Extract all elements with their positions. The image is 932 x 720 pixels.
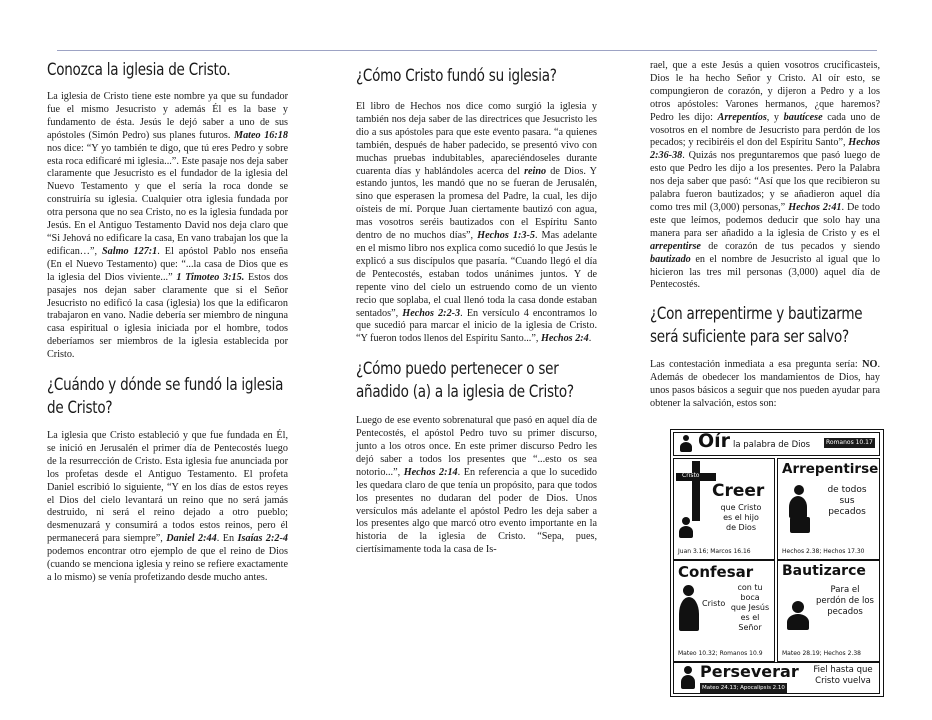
heading-como-pertenecer: ¿Cómo puedo pertenecer o ser añadido (a) a la iglesia de Cristo? xyxy=(356,359,574,402)
arrepentirse-subtitle: de todos sus pecados xyxy=(827,485,867,517)
person-icon xyxy=(786,601,810,631)
oir-subtitle: la palabra de Dios xyxy=(733,440,811,450)
salvation-steps-infographic xyxy=(670,429,884,697)
step-perseverar xyxy=(673,662,880,694)
perseverar-title: Perseverar xyxy=(700,662,799,681)
arrepentirse-reference: Hechos 2.38; Hechos 17.30 xyxy=(782,548,865,555)
heading-como-fundo: ¿Cómo Cristo fundó su iglesia? xyxy=(356,66,557,85)
column-3 xyxy=(650,60,880,411)
step-oir xyxy=(673,432,880,456)
heading-arrepentirme: ¿Con arrepentirme y bautizarme será suficiente para ser salvo? xyxy=(650,304,863,347)
arrepentirse-title: Arrepentirse xyxy=(782,461,879,477)
paragraph-continuacion: rael, que a este Jesús a quien vosotros crucificasteis, Dios le ha hecho Señor y Cristo. Al oír esto, se compungieron de corazón, y dijeron a Pedro y a los otros apóstoles: Varones hermanos, ¿que haremos? Pedro les dijo: Arrepentíos, y bautícese cada uno de vosotros en el nombre de Jesucristo para perdón de los pecados; y recibiréis el don del Espíritu Santo”, Hechos 2:36-38. Quizás nos preguntaremos que pasó luego de esto que Pedro les dijo a los presentes. Pero la Palabra nos deja saber que pasó: “Así que los que recibieron su palabra fueron bautizados; y se añadieron aquel día como tres mil (3,000) personas,” Hechos 2:41. De todo este que leímos, podemos deducir que solo hay una manera para ser añadido a la iglesia de Cristo y es el arrepentirse de corazón de tus pecados y siendo bautizado en el nombre de Jesucristo al igual que lo hicieron las tres mil personas (3,000) aquel día de Pentecostés. xyxy=(650,60,881,291)
confesar-cristo: Cristo xyxy=(702,599,726,608)
perseverar-reference: Mateo 24.13; Apocalipsis 2.10 xyxy=(702,685,785,691)
cross-label: Cristo xyxy=(682,472,700,479)
person-icon xyxy=(679,435,693,453)
heading-conozca: Conozca la iglesia de Cristo. xyxy=(47,60,231,79)
bautizarce-reference: Mateo 28.19; Hechos 2.38 xyxy=(782,650,861,657)
step-bautizarce xyxy=(777,560,880,662)
paragraph-como-fundo: El libro de Hechos nos dice como surgió la iglesia y también nos deja saber de las directrices que Jesucristo les dio a sus apóstoles para que este evento pasara. “a quienes también, después de haber padecido, se presentó vivo con muchas pruebas indubitables, apareciéndoseles durante cuarenta días y hablándoles acerca del reino de Dios. Y estando juntos, les mandó que no se fueran de Jerusalén, sino que esperasen la promesa del Padre, la cual, les dijo oísteis de mí. Porque Juan ciertamente bautizó con agua, mas vosotros seréis bautizados con el Espíritu Santo dentro de no muchos días”, Hechos 1:3-5. Mas adelante en el mismo libro nos explica como sucedió lo que Jesús le explicó a sus discípulos que pasaría. “Cuando llegó el día de Pentecostés, estaban todos unánimes juntos. Y de repente vino del cielo un estruendo como de un viento recio que soplaba, el cual llenó toda la casa donde estaban sentados”, Hechos 2:2-3. En versículo 4 encontramos lo que sucedió para marcar el inicio de la iglesia de Cristo. “Y fueron todos llenos del Espíritu Santo...”, Hechos 2:4. xyxy=(356,101,598,345)
perseverar-subtitle: Fiel hasta que Cristo vuelva xyxy=(813,665,873,686)
oir-title: Oír xyxy=(698,430,731,452)
paragraph-conozca: La iglesia de Cristo tiene este nombre ya que su fundador fue el mismo Jesucristo y además Él es la base y fundamento de ésta. Jesús le dejó saber a uno de sus apóstoles (Simón Pedro) sus planes futuros. Mateo 16:18 nos dice: “Y yo también te digo, que tú eres Pedro y sobre esta roca edificaré mi iglesia...”. Este pasaje nos deja saber claramente que Jesucristo es el fundador de la iglesia del Nuevo Testamento y que el sería la roca donde se construiría su iglesia. Cualquier otra iglesia fundada por otra persona que no sea Cristo, no es la iglesia fundada por Jesús. En el Antiguo Testamento David nos deja claro que “Si Jehová no edificare la casa, En vano trabajan los que la edifican…”, Salmo 127:1. El apóstol Pablo nos enseña (En el Nuevo Testamento) que: “...la casa de Dios que es la iglesia del Dios viviente...” 1 Timoteo 3:15. Estos dos pasajes nos dejan saber claramente que si el Señor Jesucristo no edificó la casa (iglesia) los que la edificaron trabajaron en vano. Nadie debería ser miembro de ninguna casa espiritual o iglesia iniciada por el hombre, todos deberíamos ser miembros de la iglesia establecida por Cristo. xyxy=(47,91,289,361)
person-icon xyxy=(680,666,696,690)
cross-icon xyxy=(692,461,700,521)
step-confesar xyxy=(673,560,775,662)
creer-title: Creer xyxy=(712,481,765,501)
confesar-title: Confesar xyxy=(678,563,754,581)
header-rule xyxy=(57,50,877,51)
bautizarce-title: Bautizarce xyxy=(782,563,866,579)
oir-reference: Romanos 10.17 xyxy=(826,439,873,446)
confesar-reference: Mateo 10.32; Romanos 10.9 xyxy=(678,650,763,657)
step-arrepentirse xyxy=(777,458,880,560)
creer-subtitle: que Cristo es el hijo de Dios xyxy=(720,503,762,532)
paragraph-cuando-donde: La iglesia que Cristo estableció y que fue fundada en Él, se inició en Jerusalén el primer día de Pentecostés luego de la resurrección de Cristo. Esta iglesia fue anunciada por los profetas desde el Antiguo Testamento. El profeta Daniel escribió lo siguiente, “Y en los días de estos reyes el Dios del cielo levantará un reino que no será jamás destruido, ni será el reino dejado a otro pueblo; desmenuzará y consumirá a todos estos reinos, pero él permanecerá para siempre”, Daniel 2:44. En Isaías 2:2-4 podemos encontrar otro ejemplo de que el reino de Dios (cuando se menciona iglesia y reino se refiere exactamente a lo mismo) se venía profetizando desde mucho antes. xyxy=(47,430,288,583)
step-creer xyxy=(673,458,775,560)
creer-reference: Juan 3.16; Marcos 16.16 xyxy=(678,548,751,555)
paragraph-como-pertenecer: Luego de ese evento sobrenatural que pasó en aquel día de Pentecostés, el apóstol Pedro tuvo su primer discurso, junto a los otros once. En este primer discurso Pedro les dejó saber a todos los presentes que “...esto os sea notorio...”, Hechos 2:14. En referencia a que lo sucedido les quedara claro de que tenía un propósito, para que todos los presentes no dudaran del poder de Dios. Unos versículos más adelante el apóstol Pedro les deja saber a los presentes algo que marcó otro evento importante en la historia de la iglesia de Cristo. “Sepa, pues, ciertísimamente toda la casa de Is- xyxy=(356,415,597,556)
column-2 xyxy=(356,58,597,557)
person-icon xyxy=(678,585,700,635)
heading-cuando-donde: ¿Cuándo y dónde se fundó la iglesia de Cristo? xyxy=(47,375,284,418)
confesar-subtitle: con tu boca que Jesús es el Señor xyxy=(730,583,770,632)
column-1 xyxy=(47,58,288,585)
paragraph-respuesta: Las contestación inmediata a esa pregunta sería: NO. Además de obedecer los mandamientos de Dios, hay unos pasos básicos a seguir que nos pueden ayudar para obtener la salvación, estos son: xyxy=(650,359,880,410)
person-icon xyxy=(678,517,694,539)
bautizarce-subtitle: Para el perdón de los pecados xyxy=(816,585,874,617)
kneeling-person-icon xyxy=(786,485,812,537)
